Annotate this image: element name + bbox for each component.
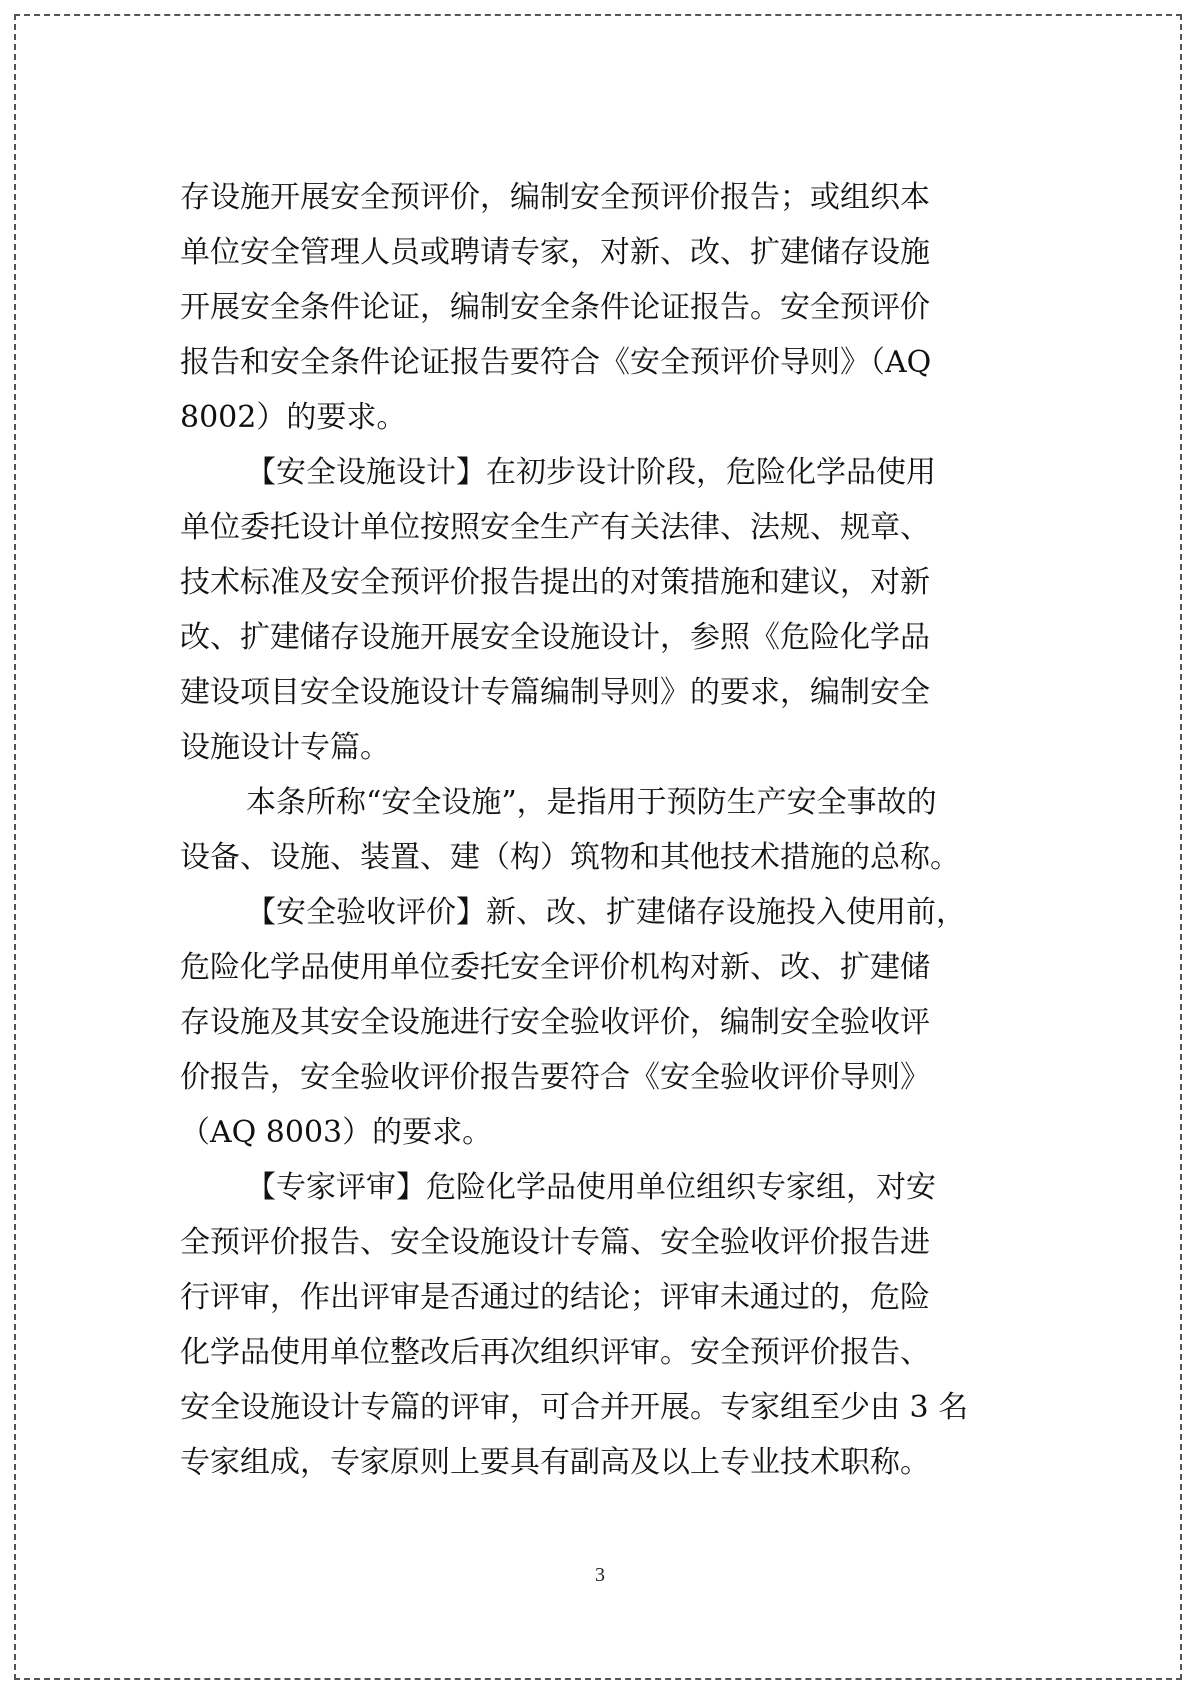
text-line: 报告和安全条件论证报告要符合《安全预评价导则》（AQ [180,345,932,380]
text-line: 设施设计专篇。 [180,730,390,765]
text-line: 安全设施设计专篇的评审，可合并开展。专家组至少由 3 名 [180,1390,969,1425]
paragraph-start-安全设施设计: 【安全设施设计】在初步设计阶段，危险化学品使用 [246,455,936,490]
text-line: 8002）的要求。 [180,400,407,435]
text-line: 存设施及其安全设施进行安全验收评价，编制安全验收评 [180,1005,930,1040]
text-line: 开展安全条件论证，编制安全条件论证报告。安全预评价 [180,290,930,325]
text-line: 存设施开展安全预评价，编制安全预评价报告；或组织本 [180,180,930,215]
text-line: 化学品使用单位整改后再次组织评审。安全预评价报告、 [180,1335,930,1370]
text-line: 专家组成，专家原则上要具有副高及以上专业技术职称。 [180,1445,930,1480]
text-line: 单位委托设计单位按照安全生产有关法律、法规、规章、 [180,510,930,545]
text-line: 设备、设施、装置、建（构）筑物和其他技术措施的总称。 [180,840,960,875]
text-line: 单位安全管理人员或聘请专家，对新、改、扩建储存设施 [180,235,930,270]
text-line: 建设项目安全设施设计专篇编制导则》的要求，编制安全 [180,675,930,710]
paragraph-start-专家评审: 【专家评审】危险化学品使用单位组织专家组，对安 [246,1170,936,1205]
paragraph-start-安全设施定义: 本条所称“安全设施”，是指用于预防生产安全事故的 [246,785,937,820]
page-number: 3 [595,1564,605,1586]
paragraph-start-安全验收评价: 【安全验收评价】新、改、扩建储存设施投入使用前， [246,895,966,930]
text-line: 全预评价报告、安全设施设计专篇、安全验收评价报告进 [180,1225,930,1260]
text-line: 技术标准及安全预评价报告提出的对策措施和建议，对新 [180,565,930,600]
text-line: （AQ 8003）的要求。 [180,1115,493,1150]
text-line: 危险化学品使用单位委托安全评价机构对新、改、扩建储 [180,950,930,985]
text-line: 价报告，安全验收评价报告要符合《安全验收评价导则》 [180,1060,930,1095]
document-body [180,170,1020,1490]
text-line: 改、扩建储存设施开展安全设施设计，参照《危险化学品 [180,620,930,655]
text-line: 行评审，作出评审是否通过的结论；评审未通过的，危险 [180,1280,930,1315]
